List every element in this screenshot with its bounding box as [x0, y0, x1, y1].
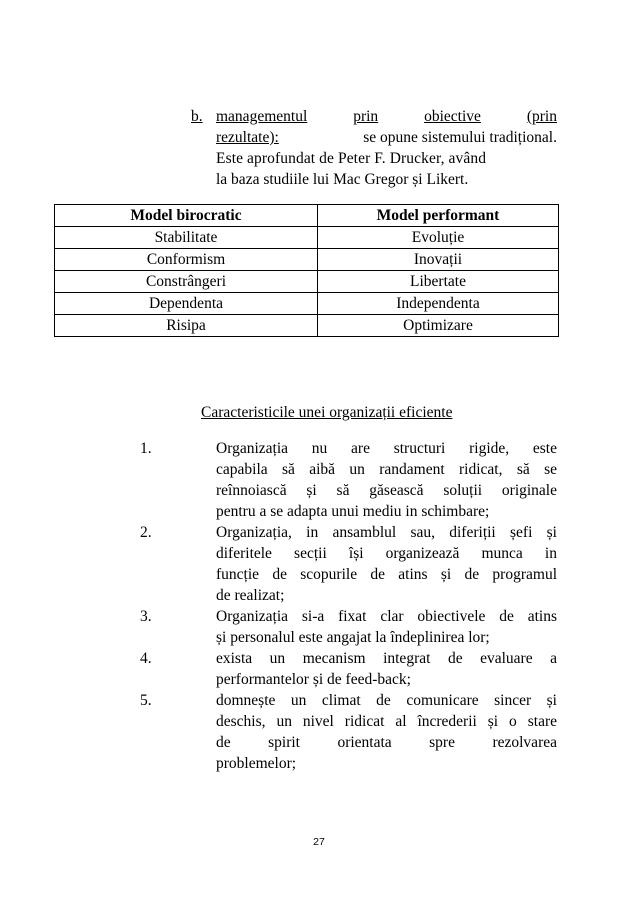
- table-cell: Libertate: [318, 271, 559, 293]
- list-item-line: Organizația, in ansamblul sau, diferiții șefi și: [216, 524, 557, 541]
- table-cell: Independenta: [318, 293, 559, 315]
- section-b-word-4: (prin: [526, 108, 557, 125]
- table-header-performant: Model performant: [318, 205, 559, 227]
- list-item-number: 2.: [140, 524, 152, 541]
- table-cell: Stabilitate: [55, 227, 318, 249]
- section-b-line-3: Este aprofundat de Peter F. Drucker, având: [216, 150, 487, 167]
- table-cell: Conformism: [55, 249, 318, 271]
- section-b-line-2-text: se opune sistemului tradițional.: [363, 129, 557, 146]
- table-cell: Evoluție: [318, 227, 559, 249]
- section-b-underlined-end: rezultate):: [216, 129, 279, 146]
- list-item-number: 3.: [140, 608, 152, 625]
- list-item-line: reînnoiască și să găsească soluții originale: [216, 482, 557, 499]
- list-item-line: exista un mecanism integrat de evaluare a: [216, 650, 557, 667]
- list-item-line: pentru a se adapta unui mediu in schimbare;: [216, 503, 490, 520]
- list-item-line: domnește un climat de comunicare sincer și: [216, 692, 557, 709]
- list-item-line: deschis, un nivel ridicat al încrederii și o stare: [216, 713, 557, 730]
- section-b-line-4: la baza studiile lui Mac Gregor și Likert.: [216, 171, 469, 188]
- list-item-line: problemelor;: [216, 755, 297, 772]
- list-item-line: și personalul este angajat la îndeplinirea lor;: [216, 629, 490, 646]
- list-item-line: Organizația si-a fixat clar obiectivele de atins: [216, 608, 557, 625]
- list-item-line: funcție de scopurile de atins și de programul: [216, 566, 557, 583]
- list-item-line: performantelor și de feed-back;: [216, 671, 411, 688]
- list-item-number: 5.: [140, 692, 152, 709]
- table-header-bureaucratic: Model birocratic: [55, 205, 318, 227]
- table-cell: Risipa: [55, 315, 318, 337]
- list-marker-b: b.: [191, 108, 203, 125]
- list-item-line: diferitele secții își organizează munca in: [216, 545, 557, 562]
- table-cell: Constrângeri: [55, 271, 318, 293]
- section-b-word-3: obiective: [424, 108, 481, 125]
- table-row: [55, 227, 559, 249]
- models-table: [54, 204, 559, 337]
- list-item-line: Organizația nu are structuri rigide, este: [216, 440, 557, 457]
- section-b-line-1: [216, 106, 557, 127]
- section-b-line-2: [216, 127, 557, 148]
- section-heading-text: Caracteristicile unei organizații eficiente: [201, 404, 453, 421]
- table-row: [55, 315, 559, 337]
- list-item-line: de realizat;: [216, 587, 285, 604]
- table-row: [55, 249, 559, 271]
- section-heading: [201, 402, 452, 423]
- list-item-number: 1.: [140, 440, 152, 457]
- section-b-word-2: prin: [353, 108, 379, 125]
- table-cell: Dependenta: [55, 293, 318, 315]
- table-cell: Inovații: [318, 249, 559, 271]
- table-row: [55, 271, 559, 293]
- section-b-word-1: managementul: [216, 108, 308, 125]
- list-item-number: 4.: [140, 650, 152, 667]
- page-number: 27: [313, 836, 325, 848]
- table-cell: Optimizare: [318, 315, 559, 337]
- list-item-line: de spirit orientata spre rezolvarea: [216, 734, 557, 751]
- table-row: [55, 293, 559, 315]
- table-header-row: [55, 205, 559, 227]
- list-item-line: capabila să aibă un randament ridicat, să se: [216, 461, 557, 478]
